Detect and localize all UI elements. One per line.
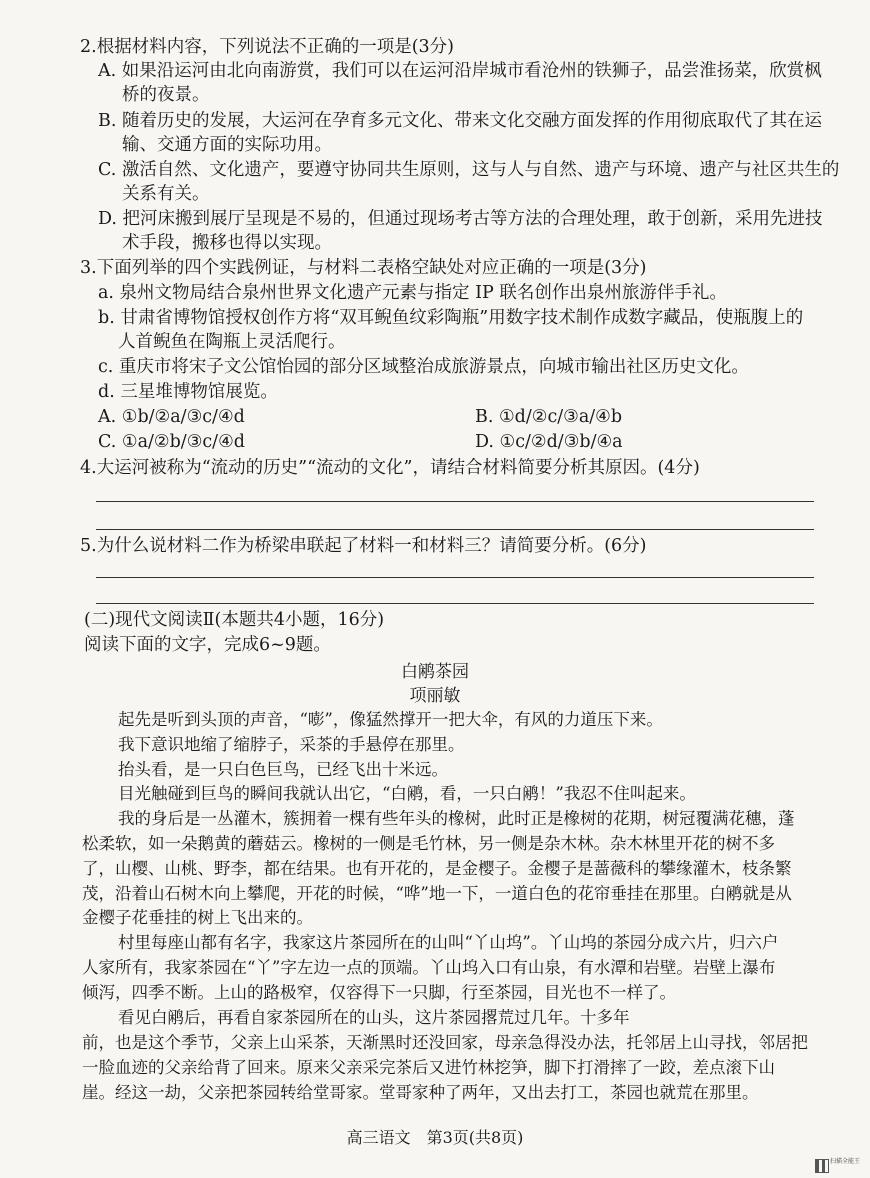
scanner-watermark: 扫描全能王: [830, 1158, 861, 1165]
q3-example-c: c. 重庆市将宋子文公馆怡园的部分区域整治成旅游景点，向城市输出社区历史文化。: [98, 357, 749, 377]
q3-choice-d: D. ①c/②d/③b/④a: [475, 432, 623, 452]
passage-line: 起先是听到头顶的声音，“嘭”，像猛然撑开一把大伞，有风的力道压下来。: [118, 710, 663, 729]
q3-example-b-line2: 人首鲵鱼在陶瓶上灵活爬行。: [118, 332, 346, 352]
passage-line: 松柔软，如一朵鹅黄的蘑菇云。橡树的一侧是毛竹林，另一侧是杂木林。杂木林里开花的树不多: [82, 834, 775, 853]
passage-title: 白鹇茶园: [401, 662, 469, 682]
passage-line: 抬头看，是一只白色巨鸟，已经飞出十米远。: [118, 760, 448, 779]
q3-choice-a: A. ①b/②a/③c/④d: [98, 407, 245, 427]
q4-answer-line-1: [96, 501, 814, 502]
passage-line: 金樱子花垂挂的树上飞出来的。: [82, 908, 313, 927]
q5-answer-line-1: [96, 577, 814, 578]
qr-code-icon: [815, 1159, 829, 1173]
q2-option-a-line1: A. 如果沿运河由北向南游赏，我们可以在运河沿岸城市看沧州的铁狮子，品尝淮扬菜，欣赏枫: [98, 61, 822, 81]
q3-choice-c: C. ①a/②b/③c/④d: [98, 432, 245, 452]
q2-option-d-line1: D. 把河床搬到展厅呈现是不易的，但通过现场考古等方法的合理处理，敢于创新，采用先进技: [98, 209, 823, 229]
q4-stem: 4.大运河被称为“流动的历史”“流动的文化”，请结合材料简要分析其原因。(4分): [80, 458, 700, 478]
q3-stem: 3.下面列举的四个实践例证，与材料二表格空缺处对应正确的一项是(3分): [80, 258, 647, 278]
q5-answer-line-2: [96, 603, 814, 604]
q2-option-d-line2: 术手段，搬移也得以实现。: [122, 233, 332, 253]
q2-option-a-line2: 桥的夜景。: [122, 85, 210, 105]
section-instruction: 阅读下面的文字，完成6~9题。: [84, 635, 331, 655]
passage-line: 我的身后是一丛灌木，簇拥着一棵有些年头的橡树，此时正是橡树的花期，树冠覆满花穗，蓬: [118, 809, 795, 828]
q2-option-c-line1: C. 激活自然、文化遗产，要遵守协同共生原则，这与人与自然、遗产与环境、遗产与社区共生的: [98, 160, 840, 180]
passage-line: 人家所有，我家茶园在“丫”字左边一点的顶端。丫山坞入口有山泉，有水潭和岩壁。岩壁上瀑布: [82, 958, 776, 977]
q3-example-a: a. 泉州文物局结合泉州世界文化遗产元素与指定 IP 联名创作出泉州旅游伴手礼。: [98, 283, 727, 303]
section-heading: (二)现代文阅读Ⅱ(本题共4小题，16分): [84, 610, 385, 630]
q2-stem: 2.根据材料内容，下列说法不正确的一项是(3分): [80, 37, 454, 57]
passage-line: 看见白鹇后，再看自家茶园所在的山头，这片茶园撂荒过几年。十多年: [118, 1008, 630, 1027]
passage-line: 一脸血迹的父亲给背了回来。原来父亲采完茶后又进竹林挖笋，脚下打滑摔了一跤，差点滚下山: [82, 1058, 775, 1077]
q5-stem: 5.为什么说材料二作为桥梁串联起了材料一和材料三？请简要分析。(6分): [80, 536, 647, 556]
q2-option-b-line2: 输、交通方面的实际功用。: [122, 135, 332, 155]
passage-line: 村里每座山都有名字，我家这片茶园所在的山叫“丫山坞”。丫山坞的茶园分成六片，归六户: [118, 933, 779, 952]
passage-line: 我下意识地缩了缩脖子，采茶的手悬停在那里。: [118, 735, 465, 754]
q2-option-c-line2: 关系有关。: [122, 184, 210, 204]
passage-line: 倾泻，四季不断。上山的路极窄，仅容得下一只脚，行至茶园，目光也不一样了。: [82, 983, 676, 1002]
passage-line: 前，也是这个季节，父亲上山采茶，天渐黑时还没回家，母亲急得没办法，托邻居上山寻找，邻居把: [82, 1033, 808, 1052]
q3-example-b-line1: b. 甘肃省博物馆授权创作方将“双耳鲵鱼纹彩陶瓶”用数字技术制作成数字藏品，使瓶腹上的: [98, 308, 804, 328]
passage-line: 了，山樱、山桃、野李，都在结果。也有开花的，是金樱子。金樱子是蔷薇科的攀缘灌木，枝条繁: [82, 859, 792, 878]
q3-example-d: d. 三星堆博物馆展览。: [98, 382, 278, 402]
passage-line: 茂，沿着山石树木向上攀爬，开花的时候，“哗”地一下，一道白色的花帘垂挂在那里。白鹇就是从: [82, 884, 792, 903]
passage-line: 崖。经这一劫，父亲把茶园转给堂哥家。堂哥家种了两年，又出去打工，茶园也就荒在那里。: [82, 1083, 759, 1102]
q3-choice-b: B. ①d/②c/③a/④b: [475, 407, 623, 427]
page-footer: 高三语文 第3页(共8页): [346, 1128, 524, 1147]
passage-line: 目光触碰到巨鸟的瞬间我就认出它，“白鹇，看，一只白鹇！”我忍不住叫起来。: [118, 784, 696, 803]
q4-answer-line-2: [96, 529, 814, 530]
passage-author: 项丽敏: [409, 686, 461, 706]
q2-option-b-line1: B. 随着历史的发展，大运河在孕育多元文化、带来文化交融方面发挥的作用彻底取代了其在运: [98, 111, 822, 131]
